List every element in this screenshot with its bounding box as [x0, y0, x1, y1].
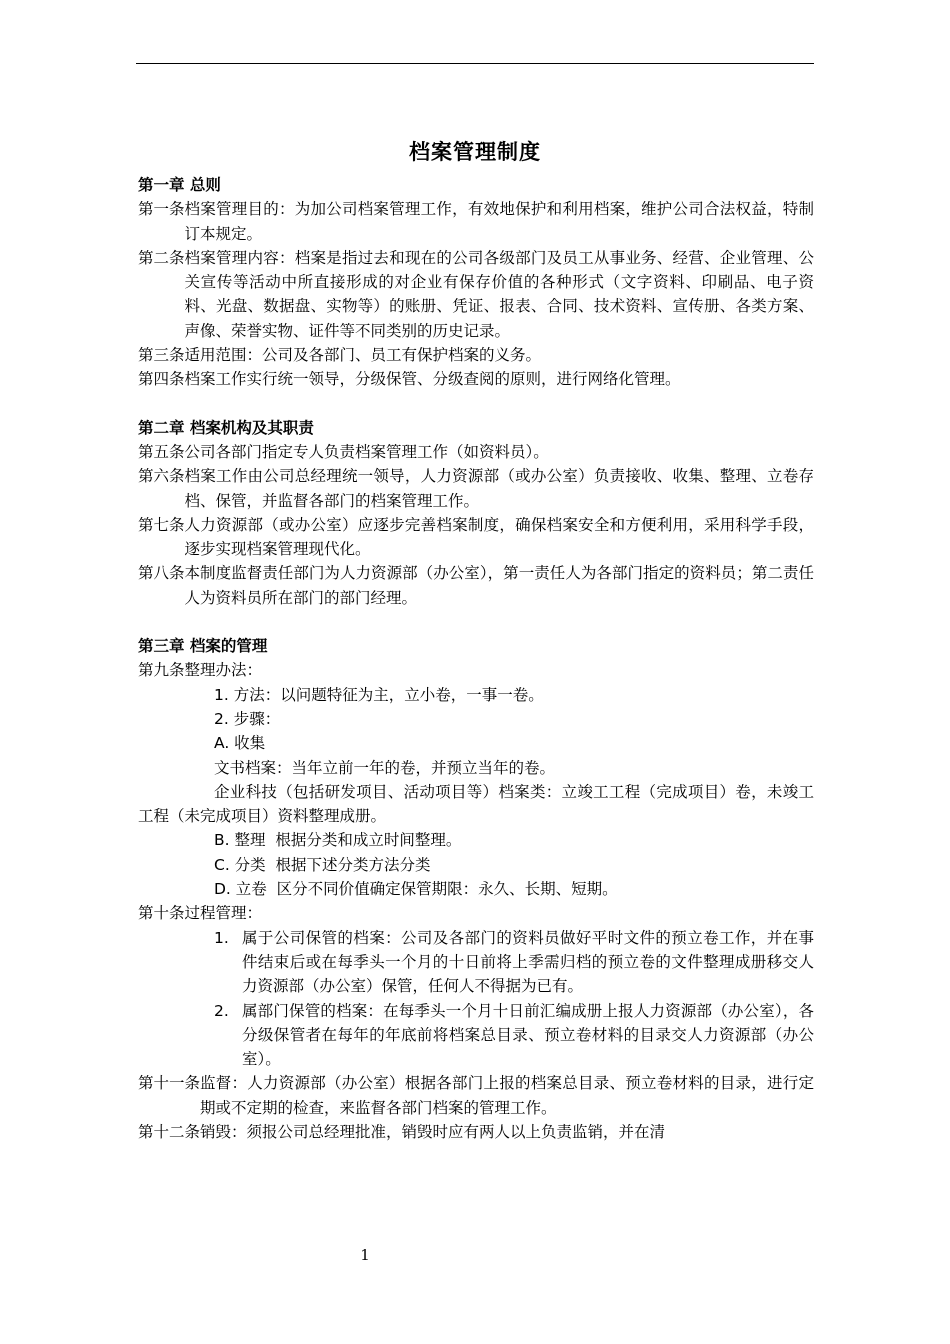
article-8: 第八条 本制度监督责任部门为人力资源部（办公室），第一责任人为各部门指定的资料员；第二责任人为资料员所在部门的部门经理。: [138, 564, 814, 607]
article-9-tech-archive: 企业科技（包括研发项目、活动项目等）档案类：立竣工工程（完成项目）卷，未竣工工程（未完成项目）资料整理成册。: [138, 782, 814, 826]
article-3: 第三条 适用范围：公司及各部门、员工有保护档案的义务。: [138, 346, 542, 365]
article-10-item-1: 1. 属于公司保管的档案：公司及各部门的资料员做好平时文件的预立卷工作，并在事件结束后或在每季头一个月的十日前将上季需归档的预立卷的文件整理成册移交人力资源部（办公室）保管，任何人不得据为已有。: [214, 928, 814, 996]
article-9-item-1: 1. 方法：以问题特征为主，立小卷，一事一卷。: [214, 685, 544, 704]
article-10-item-2: 2. 属部门保管的档案：在每季头一个月十日前汇编成册上报人力资源部（办公室），各分级保管者在每年的年底前将档案总目录、预立卷材料的目录交人力资源部（办公室）。: [214, 1001, 814, 1069]
article-4: 第四条 档案工作实行统一领导，分级保管、分级查阅的原则，进行网络化管理。: [138, 370, 681, 389]
article-2: 第二条 档案管理内容：档案是指过去和现在的公司各级部门及员工从事业务、经营、企业管理、公关宣传等活动中所直接形成的对企业有保存价值的各种形式（文字资料、印刷品、电子资料、光盘、数据盘、实物等）的账册、凭证、报表、合同、技术资料、宣传册、各类方案、声像、荣誉实物、证件等不同类别的历史记录。: [138, 248, 814, 340]
article-9-step-d: D. 立卷 区分不同价值确定保管期限：永久、长期、短期。: [214, 880, 618, 899]
article-5: 第五条 公司各部门指定专人负责档案管理工作（如资料员）。: [138, 442, 549, 461]
article-9-step-b: B. 整理 根据分类和成立时间整理。: [214, 831, 462, 850]
article-6: 第六条 档案工作由公司总经理统一领导，人力资源部（或办公室）负责接收、收集、整理、立卷存档、保管，并监督各部门的档案管理工作。: [138, 467, 814, 510]
chapter-2-heading: 第二章 档案机构及其职责: [138, 418, 314, 437]
document-title: 档案管理制度: [409, 140, 541, 164]
article-1: 第一条 档案管理目的：为加公司档案管理工作，有效地保护和利用档案，维护公司合法权益，特制订本规定。: [138, 200, 814, 243]
article-9: 第九条 整理办法：: [138, 661, 263, 680]
chapter-1-heading: 第一章 总则: [138, 176, 221, 194]
article-9-doc-archive: 文书档案：当年立前一年的卷，并预立当年的卷。: [214, 758, 556, 777]
article-9-item-2: 2. 步骤：: [214, 709, 281, 728]
article-9-step-c: C. 分类 根据下述分类方法分类: [214, 855, 431, 874]
article-10: 第十条 过程管理：: [138, 904, 263, 923]
article-7: 第七条 人力资源部（或办公室）应逐步完善档案制度，确保档案安全和方便利用，采用科学手段，逐步实现档案管理现代化。: [138, 515, 814, 559]
article-9-step-a: A. 收集: [214, 734, 266, 753]
document-body: [138, 173, 814, 1144]
article-11: 第十一条 监督：人力资源部（办公室）根据各部门上报的档案总目录、预立卷材料的目录，进行定期或不定期的检查，来监督各部门档案的管理工作。: [138, 1074, 814, 1117]
page-number: 1: [360, 1246, 370, 1264]
article-12: 第十二条 销毁：须报公司总经理批准，销毁时应有两人以上负责监销，并在清: [138, 1122, 666, 1141]
chapter-3-heading: 第三章 档案的管理: [138, 637, 268, 656]
header-rule: [136, 63, 814, 64]
